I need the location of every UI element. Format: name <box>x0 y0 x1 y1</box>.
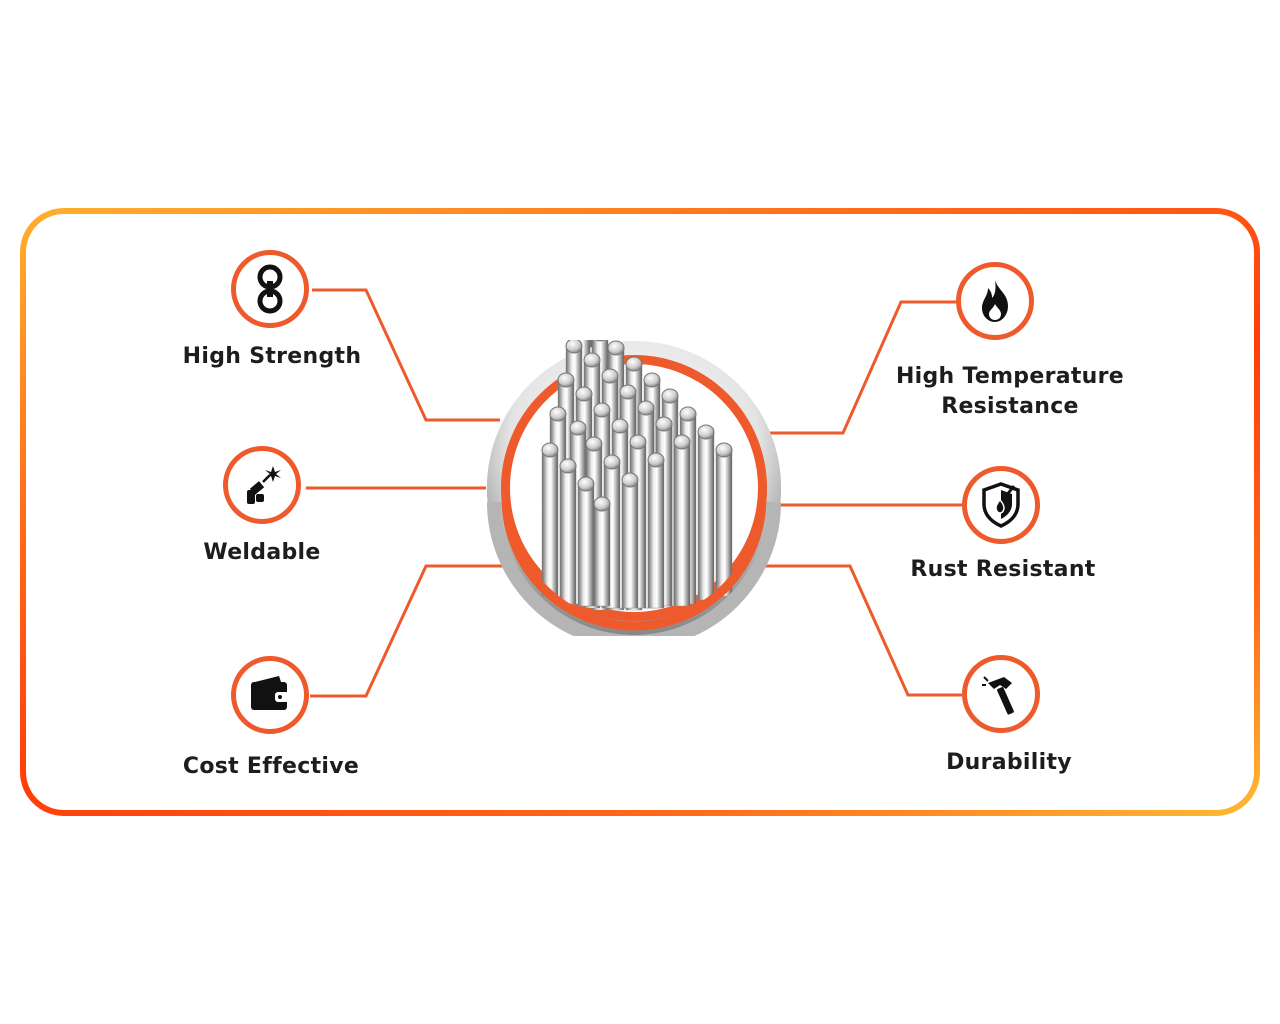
high-temperature-label-line1: High Temperature <box>895 364 1125 389</box>
high-strength-label: High Strength <box>182 344 362 369</box>
durability-icon-badge <box>962 655 1040 733</box>
cost-effective-icon-badge <box>231 656 309 734</box>
steel-rods-final <box>486 340 782 636</box>
high-strength-icon-badge <box>231 250 309 328</box>
connector-cost-effective <box>310 566 510 696</box>
flame-icon <box>970 276 1020 326</box>
high-temperature-label <box>880 362 1140 422</box>
welding-torch-icon <box>237 460 287 510</box>
connector-durability <box>760 566 962 695</box>
high-temperature-icon-badge <box>956 262 1034 340</box>
wallet-icon <box>245 670 295 720</box>
weldable-label: Weldable <box>203 540 321 565</box>
rust-resistant-icon-badge <box>962 466 1040 544</box>
shield-drop-icon <box>976 480 1026 530</box>
chain-link-icon <box>245 264 295 314</box>
cost-effective-label: Cost Effective <box>182 754 360 779</box>
high-temperature-label-line2: Resistance <box>941 394 1079 419</box>
rust-resistant-label: Rust Resistant <box>910 557 1096 582</box>
weldable-icon-badge <box>223 446 301 524</box>
durability-label: Durability <box>946 750 1072 775</box>
hammer-icon <box>976 669 1026 719</box>
